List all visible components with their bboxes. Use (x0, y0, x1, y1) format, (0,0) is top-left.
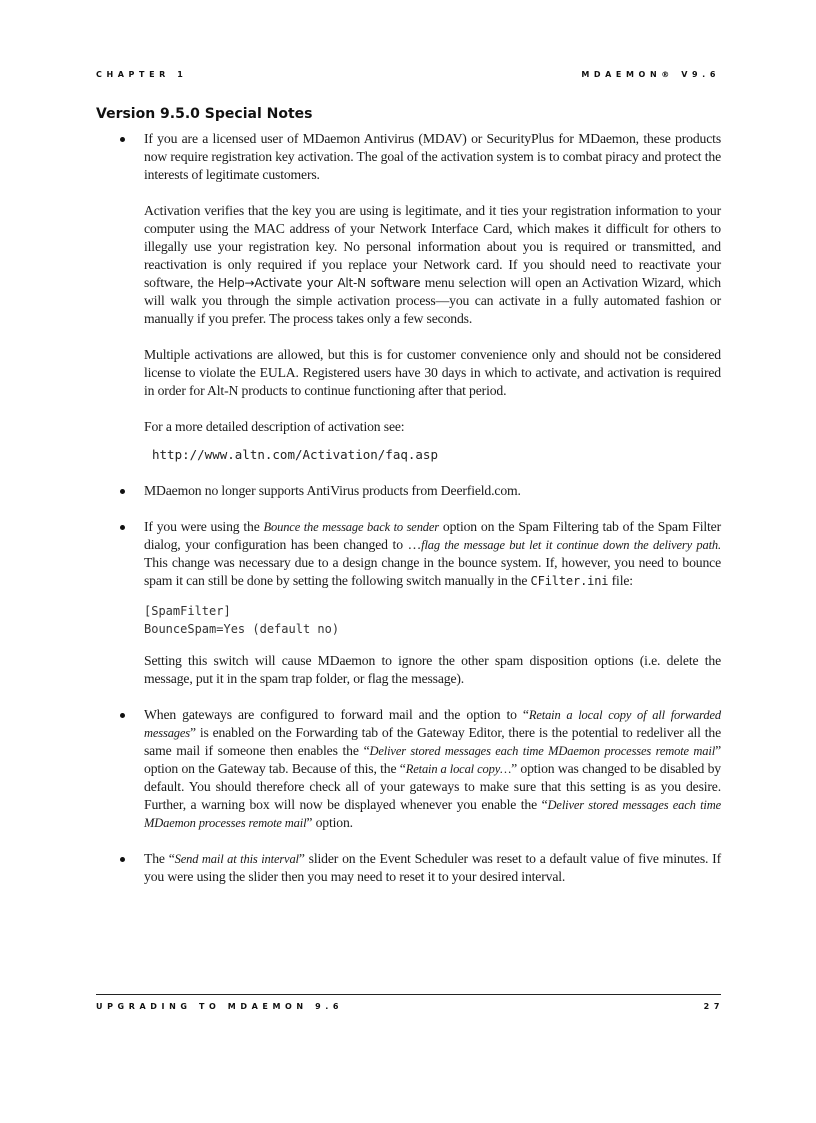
code-line: BounceSpam=Yes (default no) (144, 622, 340, 636)
running-header-chapter: CHAPTER 1 (96, 70, 188, 79)
bullet-icon (120, 525, 125, 530)
paragraph: If you are a licensed user of MDaemon Antivirus (MDAV) or SecurityPlus for MDaemon, these products now require registration key activation. The goal of the activation system is to combat piracy and protect the interests of legitimate customers. (144, 131, 721, 182)
paragraph: For a more detailed description of activation see: (144, 419, 405, 434)
paragraph: MDaemon no longer supports AntiVirus products from Deerfield.com. (144, 483, 521, 498)
code-line: [SpamFilter] (144, 604, 231, 618)
note-gateways (96, 706, 721, 832)
code-block (144, 602, 721, 638)
running-footer-title: UPGRADING TO MDAEMON 9.6 (96, 1002, 344, 1011)
paragraph: If you were using the Bounce the message back to sender option on the Spam Filtering tab of the Spam Filter dialog, your configuration has been changed to …flag the message but let it continue down the delivery path. This change was necessary due to a design change in the bounce system. If, however, you need to bounce spam it can still be done by setting the following switch manually in the CFilter.ini file: (144, 519, 722, 588)
bullet-icon (120, 489, 125, 494)
note-bounce-spam (96, 518, 721, 688)
paragraph: Setting this switch will cause MDaemon to ignore the other spam disposition options (i.e. delete the message, put it in the spam trap folder, or flag the message). (144, 653, 721, 686)
bullet-icon (120, 713, 125, 718)
paragraph: Activation verifies that the key you are using is legitimate, and it ties your registration information to your computer using the MAC address of your Network Interface Card, which makes it difficult for others to illegally use your registration key. No personal information about you is required or transmitted, and reactivation is only required if you replace your Network card. If you should need to reactivate your software, the Help→Activate your Alt-N software menu selection will open an Activation Wizard, which will walk you through the simple activation process—you can activate in a fully automated fashion or manually if you prefer. The process takes only a few seconds. (144, 203, 721, 326)
note-activation (96, 130, 721, 464)
bullet-icon (120, 137, 125, 142)
note-deerfield (96, 482, 721, 500)
running-header-product: MDAEMON® V9.6 (581, 70, 720, 79)
note-event-scheduler (96, 850, 721, 886)
paragraph: Multiple activations are allowed, but this is for customer convenience only and should not be considered license to violate the EULA. Registered users have 30 days in which to activate, and activation is required in order for Alt-N products to continue functioning after that period. (144, 347, 721, 398)
paragraph: The “Send mail at this interval” slider on the Event Scheduler was reset to a default value of five minutes. If you were using the slider then you may need to reset it to your desired interval. (144, 851, 721, 884)
page-number: 27 (703, 1002, 724, 1011)
activation-url[interactable]: http://www.altn.com/Activation/faq.asp (152, 447, 438, 462)
paragraph: When gateways are configured to forward mail and the option to “Retain a local copy of all forwarded messages” is enabled on the Forwarding tab of the Gateway Editor, there is the potential to redeliver all the same mail if someone then enables the “Deliver stored messages each time MDaemon processes remote mail” option on the Gateway tab. Because of this, the “Retain a local copy…” option was changed to be disabled by default. You should therefore check all of your gateways to make sure that this setting is as you desire. Further, a warning box will now be displayed whenever you enable the “Deliver stored messages each time MDaemon processes remote mail” option. (144, 707, 721, 830)
section-title: Version 9.5.0 Special Notes (96, 106, 313, 122)
filename: CFilter.ini (530, 574, 609, 588)
menu-path: Help→Activate your Alt-N software (217, 276, 421, 290)
bullet-icon (120, 857, 125, 862)
footer-rule (96, 994, 721, 995)
page-body (96, 130, 721, 886)
